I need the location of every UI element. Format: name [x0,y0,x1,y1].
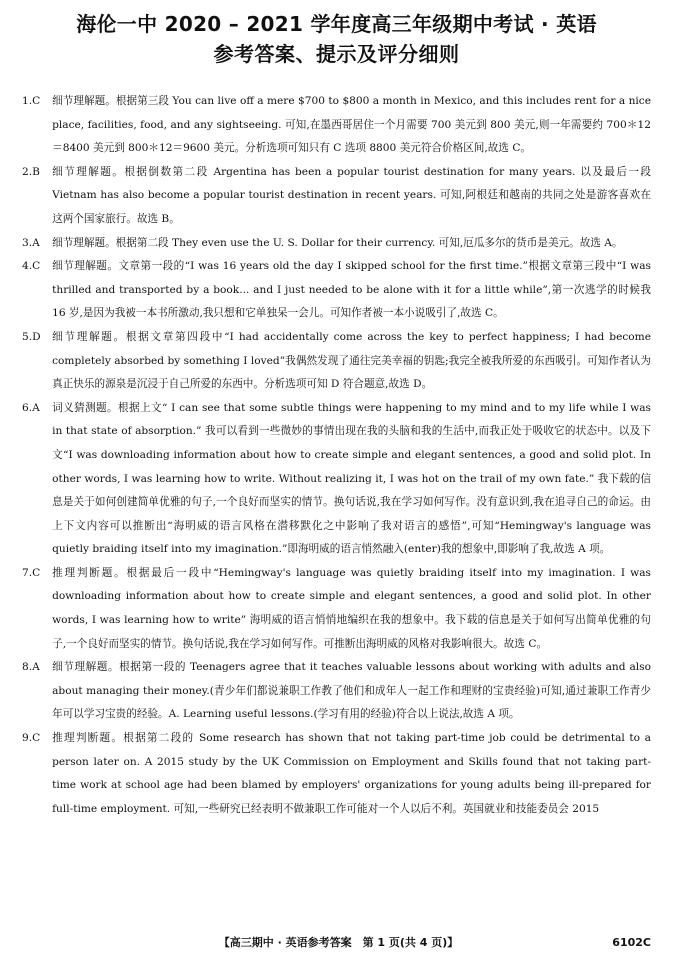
answer-letter: A [32,401,40,414]
answer-item [22,397,651,562]
answer-explanation: 细节理解题。根据倒数第二段 Argentina has been a popular tourist destination for many years. 以及最后一段 Vietnam has also become a popular tourist destination in recent years. 可知,阿根廷和越南的共同之处是游客喜欢在这两个国家旅行。故选 B。 [52,165,651,225]
answer-number [22,161,52,185]
answer-item [22,161,651,232]
answer-explanation: 细节理解题。根据第二段 They even use the U. S. Dollar for their currency. 可知,厄瓜多尔的货币是美元。故选 A。 [52,236,623,249]
footer-paper-code: 6102C [612,936,651,949]
answer-item [22,232,651,256]
question-number: 5. [22,330,33,343]
answer-letter: A [32,661,40,674]
answer-number [22,656,52,680]
answer-list [22,90,651,821]
answer-explanation: 推理判断题。根据第二段的 Some research has shown that not taking part-time job could be detrimental to a person later on. A 2015 study by the UK Commission on Employment and Skills found that not taking part-time work at school age had been blamed by employers' organizations for young adults being ill-prepared for full-time employment. 可知,一些研究已经表明不做兼职工作可能对一个人以后不利。英国就业和技能委员会 2015 [52,732,651,815]
answer-explanation: 细节理解题。根据文章第四段中“I had accidentally come across the key to perfect happiness; I had become completely absorbed by something I loved”我偶然发现了通往完美幸福的钥匙;我完全被我所爱的东西吸引。可知作者认为真正快乐的源泉是沉浸于自己所爱的东西中。分析选项可知 D 符合题意,故选 D。 [52,330,651,391]
page-subtitle: 参考答案、提示及评分细则 [213,42,460,66]
answer-item [22,90,651,161]
answer-number [22,397,52,421]
answer-number [22,562,52,586]
question-number: 6. [22,401,33,414]
question-number: 9. [22,732,33,745]
question-number: 3. [22,236,33,249]
answer-explanation: 推理判断题。根据最后一段中“Hemingway's language was quietly braiding itself into my imagination. I was downloading information about how to create simple and elegant sentences, a good and solid plot. In other words, I was learning how to write” 海明威的语言悄悄地编织在我的想象中。我下载的信息是关于如何写出简单优雅的句子,一个良好而坚实的情节。换句话说,我在学习如何写作。可推断出海明威的风格对我影响很大。故选 C。 [52,566,651,650]
answer-explanation: 细节理解题。根据第三段 You can live off a mere $700 to $800 a month in Mexico, and this includes rent for a nice place, facilities, food, and any sightseeing. 可知,在墨西哥居住一个月需要 700 美元到 800 美元,则一年需要约 700＊12＝8400 美元到 800＊12＝9600 美元。分析选项可知只有 C 选项 8800 美元符合价格区间,故选 C。 [52,95,651,155]
answer-letter: C [32,95,41,107]
answer-explanation: 细节理解题。根据第一段的 Teenagers agree that it teaches valuable lessons about working with adults and also about managing their money.(青少年们都说兼职工作教了他们和成年人一起工作和理财的宝贵经验)可知,通过兼职工作青少年可以学习宝贵的经验。A. Learning useful lessons.(学习有用的经验)符合以上说法,故选 A 项。 [52,661,651,721]
answer-number [22,90,52,114]
footer-page-info: 【高三期中 · 英语参考答案 第 1 页(共 4 页)】 [218,936,459,949]
answer-item [22,727,651,821]
answer-number [22,727,52,751]
page-title: 海伦一中 2020 – 2021 学年度高三年级期中考试 · 英语 [76,12,597,36]
answer-letter: C [32,732,41,745]
answer-number [22,326,52,350]
answer-explanation: 词义猜测题。根据上文“ I can see that some subtle things were happening to my mind and to my life while I was in that state of absorption.” 我可以看到一些微妙的事情出现在我的头脑和我的生活中,而我正处于吸收它的状态中。以及下文“I was downloading information about how to create simple and elegant sentences, a good and solid plot. In other words, I was learning how to write. Without realizing it, I was hot on the trail of my own fate.” 我下载的信息是关于如何创建简单优雅的句子,一个良好而坚实的情节。换句话说,我在学习如何写作。没有意识到,我在追寻自己的命运。由上下文内容可以推断出“海明威的语言风格在潜移默化之中影响了我对语言的感悟”,可知“Hemingway's language was quietly braiding itself into my imagination.”即海明威的语言悄然融入(enter)我的想象中,即影响了我,故选 A 项。 [52,401,651,556]
answer-item [22,656,651,727]
answer-item [22,562,651,656]
answer-number [22,232,52,256]
answer-letter: C [32,260,41,273]
question-number: 1. [22,95,33,107]
answer-number [22,255,52,279]
question-number: 2. [22,165,33,178]
question-number: 8. [22,661,33,674]
question-number: 7. [22,566,33,579]
answer-explanation: 细节理解题。文章第一段的“I was 16 years old the day I skipped school for the first time.”根据文章第三段中“I was thrilled and transported by a book... and I just needed to be alone with it for a little while”,第一次逃学的时候我 16 岁,是因为我被一本书所激动,我只想和它单独呆一会儿。可知作者被一本小说吸引了,故选 C。 [52,260,651,320]
answer-letter: D [32,330,41,343]
question-number: 4. [22,260,33,273]
answer-item [22,255,651,326]
answer-item [22,326,651,397]
answer-letter: B [32,165,40,178]
answer-letter: C [32,566,41,579]
answer-letter: A [32,236,40,249]
